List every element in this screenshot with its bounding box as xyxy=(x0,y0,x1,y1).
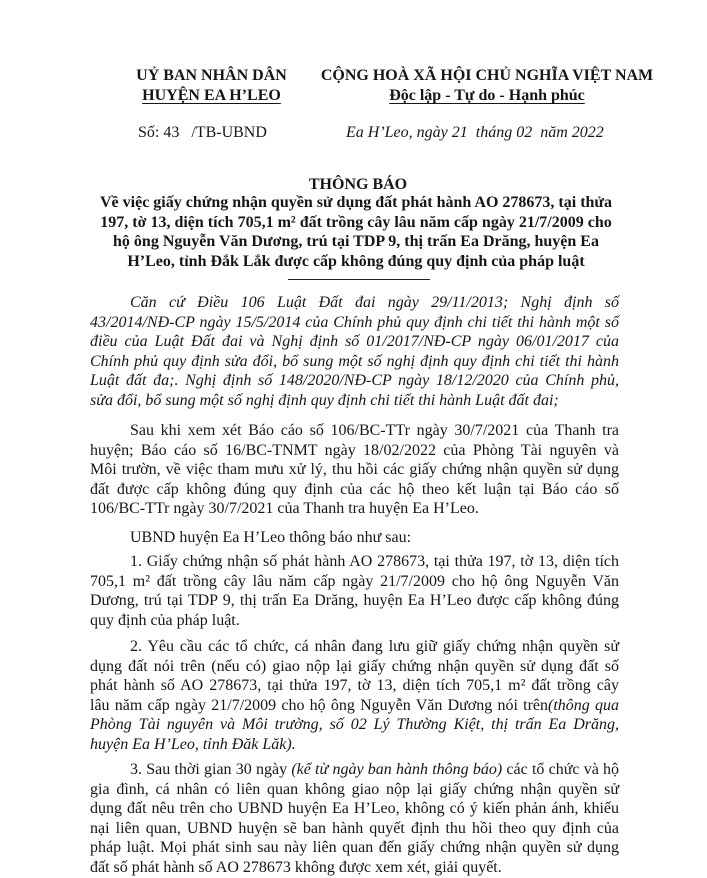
text-line: huyện; Báo cáo số 16/BC-TNMT ngày 18/02/2022 của Phòng Tài nguyên và xyxy=(90,441,619,459)
text-line: điều của Luật Đất đai và Nghị định số 01/2017/NĐ-CP ngày 06/01/2017 của xyxy=(90,333,619,350)
text-line: UBND huyện Ea H’Leo thông báo như sau: xyxy=(130,529,412,546)
text-line: Dương, trú tại TDP 9, thị trấn Ea Drăng, huyện Ea H’Leo được cấp không đúng xyxy=(90,592,619,609)
text-line: pháp luật. Mọi phát sinh sau này liên quan đến giấy chứng nhận quyền sử dụng xyxy=(90,839,619,856)
text-line: Căn cứ Điều 106 Luật Đất đai ngày 29/11/2013; Nghị định số xyxy=(130,294,619,311)
text-line: sửa đổi, bổ sung một số nghị định quy định chi tiết thi hành Luật đất đai; xyxy=(90,391,559,409)
national-motto: Độc lập - Tự do - Hạnh phúc xyxy=(389,87,585,104)
item-2-paragraph xyxy=(90,637,619,754)
text-segment: 3. Sau thời gian 30 ngày xyxy=(130,761,292,778)
text-line: Phòng Tài nguyên và Môi trường, số 02 Lý Thường Kiệt, thị trấn Ea Drăng, xyxy=(90,716,619,733)
document-type-heading: THÔNG BÁO xyxy=(308,176,408,193)
document-number: Số: 43 /TB-UBND xyxy=(138,124,267,141)
text-line: Sau khi xem xét Báo cáo số 106/BC-TTr ngày 30/7/2021 của Thanh tra xyxy=(130,422,619,439)
national-heading xyxy=(316,66,658,106)
text-line: 43/2014/NĐ-CP ngày 15/5/2014 của Chính phủ quy định chi tiết thi hành một số xyxy=(90,313,619,331)
item-3-paragraph xyxy=(90,760,619,877)
text-line: nại liên quan, UBND huyện sẽ ban hành quyết định thu hồi theo quy định của xyxy=(90,819,619,837)
agency-name: UỶ BAN NHÂN DÂN xyxy=(136,67,287,84)
text-line: dụng đất nói trên (nếu có) giao nộp lại giấy chứng nhận quyền sử dụng đất số xyxy=(90,657,619,675)
text-line: quy định của pháp luật. xyxy=(90,611,240,629)
emphasized-text: (kể từ ngày ban hành thông báo) xyxy=(291,761,503,778)
subject-line: hộ ông Nguyễn Văn Dương, trú tại TDP 9, thị trấn Ea Drăng, huyện Ea xyxy=(113,233,599,250)
text-line: 1. Giấy chứng nhận số phát hành AO 278673, tại thửa 197, tờ 13, diện tích xyxy=(130,553,619,570)
text-line: 705,1 m² đất trồng cây lâu năm cấp ngày 21/7/2009 cho hộ ông Nguyễn Văn xyxy=(90,572,619,590)
district-name: HUYỆN EA H’LEO xyxy=(142,87,281,104)
subject-line: 197, tờ 13, diện tích 705,1 m² đất trồng cây lâu năm cấp ngày 21/7/2009 cho xyxy=(100,213,612,231)
document-subject xyxy=(88,193,624,271)
place-and-date: Ea H’Leo, ngày 21 tháng 02 năm 2022 xyxy=(346,124,604,141)
text-line: Môi trườn, về việc tham mưu xử lý, thu hồi các giấy chứng nhận quyền sử dụng xyxy=(90,461,619,478)
item-1-paragraph xyxy=(90,552,619,630)
text-line: Luật đất đa;. Nghị định số 148/2020/NĐ-CP ngày 18/12/2020 của Chính phủ, xyxy=(90,372,619,389)
subject-line: Về việc giấy chứng nhận quyền sử dụng đất phát hành AO 278673, tại thửa xyxy=(99,194,613,211)
review-paragraph xyxy=(90,421,619,519)
text-line: phát hành số AO 278673, tại thửa 197, tờ 13, diện tích 705,1 m² đất trồng cây xyxy=(90,677,619,694)
emphasized-text: (thông qua xyxy=(548,696,620,714)
text-segment: các tổ chức và hộ xyxy=(502,761,620,778)
text-line: dụng đất nêu trên cho UBND huyện Ea H’Leo, không có ý kiến phản ánh, khiếu xyxy=(90,800,619,817)
issuing-agency xyxy=(111,66,312,106)
text-line: 2. Yêu cầu các tổ chức, cá nhân đang lưu giữ giấy chứng nhận quyền sử xyxy=(130,638,619,655)
text-line: đất được cấp không đúng quy định của các hộ theo kết luận tại Báo cáo số xyxy=(90,480,619,498)
subject-line: H’Leo, tỉnh Đắk Lắk được cấp không đúng quy định của pháp luật xyxy=(127,252,585,270)
country-name: CỘNG HOÀ XÃ HỘI CHỦ NGHĨA VIỆT NAM xyxy=(320,67,654,84)
text-line: 106/BC-TTr ngày 30/7/2021 của Thanh tra huyện Ea H’Leo. xyxy=(90,500,479,517)
announcement-intro-paragraph xyxy=(90,528,619,548)
text-line xyxy=(90,696,619,716)
text-line: Chính phủ quy định sửa đổi, bổ sung một số nghị định quy định chi tiết thi hành xyxy=(90,352,619,370)
text-segment: lâu năm cấp ngày 21/7/2009 cho hộ ông Nguyễn Văn Dương nói trên xyxy=(90,696,549,714)
text-line: đất số phát hành số AO 278673 không được xem xét, giải quyết. xyxy=(90,858,502,876)
legal-basis-paragraph xyxy=(90,293,619,410)
subject-divider xyxy=(288,279,430,280)
text-line xyxy=(90,760,619,780)
text-line: huyện Ea H’Leo, tỉnh Đăk Lăk). xyxy=(90,735,296,753)
text-line: gia đình, cá nhân có liên quan không giao nộp lại giấy chứng nhận quyền sử xyxy=(90,780,619,798)
